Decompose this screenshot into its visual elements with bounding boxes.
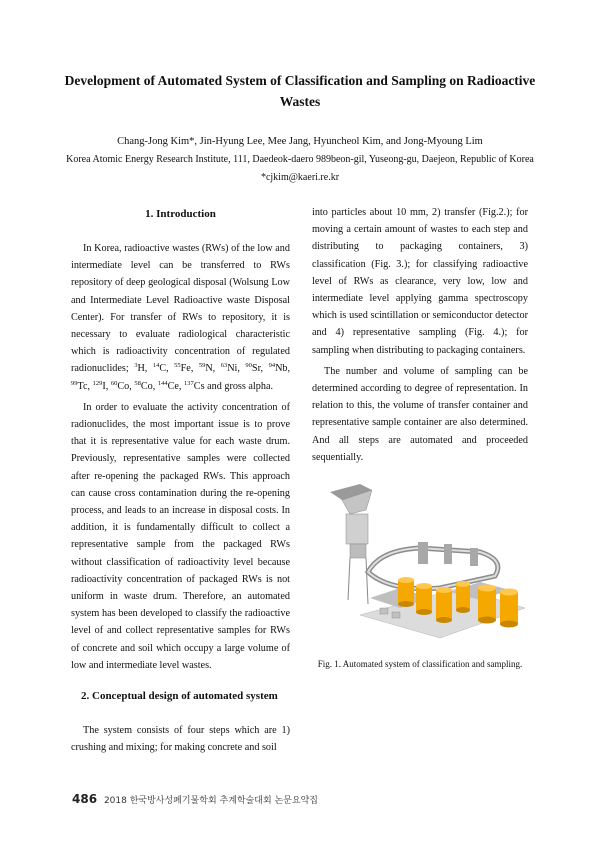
nuclide-symbol: Co, [140, 380, 158, 392]
section-heading-introduction: 1. Introduction [145, 208, 216, 220]
nuclide-mass-number: 144 [157, 379, 168, 387]
nuclide-mass-number: 14 [152, 362, 160, 370]
paper-title: Development of Automated System of Classification and Sampling on Radioactive Wastes [64, 73, 536, 109]
nuclide-mass-number: 60 [110, 379, 118, 387]
proceedings-title: 2018 한국방사성폐기물학회 추계학술대회 논문요약집 [103, 796, 318, 806]
nuclide-symbol: Cs and gross alpha. [193, 380, 274, 392]
drum-6 [500, 589, 518, 628]
intro-paragraph-1-text: In Korea, radioactive wastes (RWs) of the low and intermediate level can be transferred to RWs repository of deep geological disposal (Wolsung Low and Intermediate Level Radioactive waste Disposal Center). For transfer of RWs to repository, it is necessary to evaluate radiological characteristic which is radioactivity concentration of regulated radionuclides; [71, 243, 290, 375]
nuclide-mass-number: 90 [245, 362, 252, 370]
nuclide-mass-number: 129 [92, 379, 103, 387]
drum-3 [436, 587, 452, 623]
left-column [71, 204, 290, 760]
corresponding-email: *cjkim@kaeri.re.kr [260, 172, 340, 183]
concept-paragraph-1: The system consists of four steps which are 1) crushing and mixing; for making concrete and soil [71, 725, 290, 754]
nuclide-symbol: C, [159, 363, 175, 375]
nuclide-symbol: Tc, [77, 380, 93, 392]
intro-paragraph-1 [71, 240, 290, 395]
nuclide-symbol: Co, [117, 380, 135, 392]
nuclide-symbol: Ce, [167, 380, 185, 392]
intro-paragraph-2: In order to evaluate the activity concentration of radionuclides, the most important issue is to prove that it is representative value for each waste drum. Previously, representative samples were collected after re-opening the packaged RWs. This approach can cause cross contamination during the re-opening process, and leads to an increase in disposal costs. In addition, it is fundamentally difficult to collect a representative sample from the packaged RWs without classification of radioactivity level because radioactivity concentration of packaged RWs is not uniform in waste drum. Therefore, an automated system has been developed to classify the radioactive level of and collect representative samples for RWs of concrete and soil which occupy a large volume of low and intermediate level wastes. [71, 401, 290, 671]
author-list: Chang-Jong Kim*, Jin-Hyung Lee, Mee Jang, Hyuncheol Kim, and Jong-Myoung Lim [117, 136, 483, 147]
figure-crusher [346, 514, 368, 544]
figure-detector [418, 542, 428, 564]
page-footer [72, 792, 318, 806]
affiliation: Korea Atomic Energy Research Institute, 111, Daedeok-daero 989beon-gil, Yuseong-gu, Daejeon, Republic of Korea [66, 154, 534, 165]
nuclide-mass-number: 99 [71, 379, 78, 387]
drum-2 [416, 583, 432, 615]
concept-paragraph-1-continued: into particles about 10 mm, 2) transfer (Fig.2.); for moving a certain amount of wastes to each step and distributing to packaging containers, 3) classification (Fig. 3.); for classifying radioactive level of RWs as clearance, very low, low and intermediate level applying gamma spectroscopy which is used scintillation or semiconductor detector and 4) representative sampling (Fig. 4.); for sampling when distributing to packaging containers. [312, 207, 528, 356]
section-heading-conceptual-design: 2. Conceptual design of automated system [81, 690, 278, 703]
drum-4 [456, 581, 470, 613]
page-number: 486 [72, 792, 98, 806]
nuclide-symbol: Sr, [251, 363, 269, 375]
figure-automated-system [320, 480, 525, 640]
nuclide-mass-number: 137 [184, 379, 194, 387]
drum-5 [478, 585, 496, 624]
nuclide-mass-number: 55 [174, 362, 181, 370]
drum-1 [398, 577, 414, 607]
concept-paragraph-2: The number and volume of sampling can be determined according to degree of representation. In relation to this, the volume of transfer container and representative sample container are also determined. And all steps are automated and proceeded sequentially. [312, 365, 528, 463]
nuclide-symbol: I, [102, 380, 111, 392]
nuclide-symbol: N, [205, 363, 221, 375]
nuclide-symbol: H, [137, 363, 153, 375]
right-column [312, 204, 528, 470]
figure-caption: Fig. 1. Automated system of classification and sampling. [317, 659, 523, 669]
nuclide-mass-number: 94 [268, 362, 276, 370]
nuclide-mass-number: 63 [220, 362, 228, 370]
nuclide-symbol: Fe, [180, 363, 199, 375]
nuclide-mass-number: 59 [198, 362, 206, 370]
nuclide-symbol: Nb, [275, 363, 291, 375]
nuclide-mass-number: 58 [134, 379, 141, 387]
nuclide-mass-number: 3 [134, 362, 138, 370]
nuclide-symbol: Ni, [227, 363, 246, 375]
